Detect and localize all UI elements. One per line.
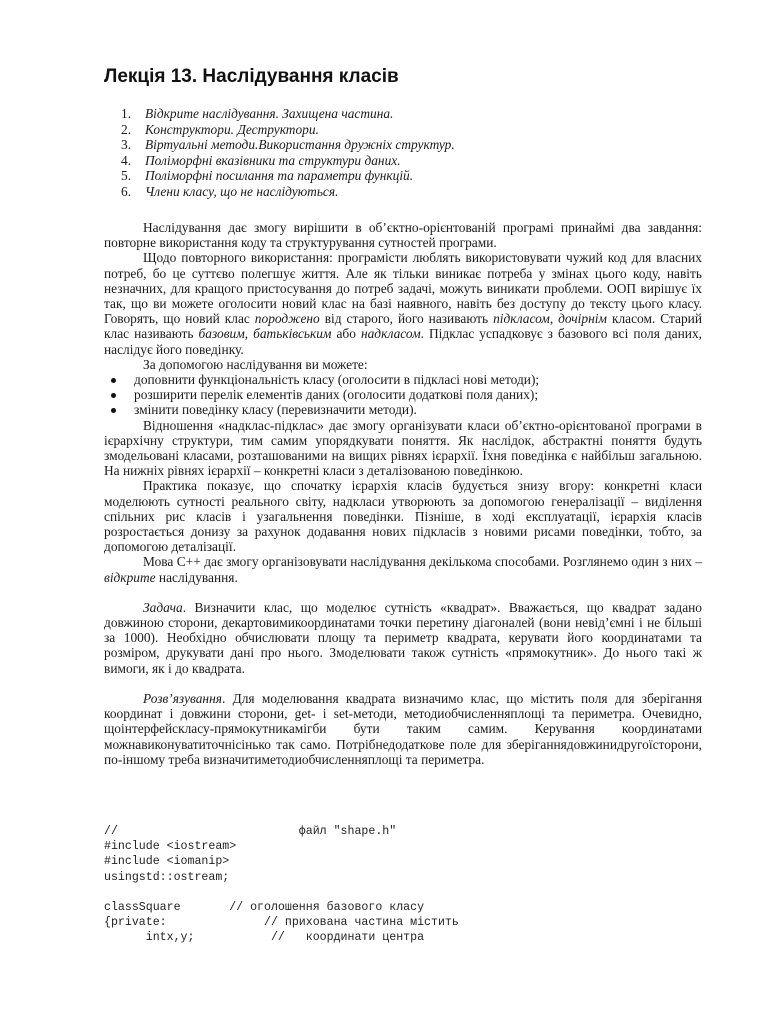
paragraph-reuse: Щодо повторного використання: програмісти люблять використовувати чужий код для власних потреб, бо це суттєво полегшує життя. Але як тільки виникає потреба у змінах цього коду, навіть незначних, для кращого пристосування до потреб задачі, можуть виникати проблеми. ООП вирішує їх так, що ви можете оголосити новий клас на базі наявного, навіть без доступу до тексту цього класу. Говорять, що новий клас породжено від старого, його називають підкласом, дочірнім класом. Старий клас називають базовим, батьківським або надкласом. Підклас успадковує з базового всі поля даних, наслідує його поведінку.	[104, 250, 702, 357]
paragraph-intro: Наслідування дає змогу вирішити в об’єктно-орієнтованій програмі принаймі два завдання: повторне використання коду та структурування сутностей програми.	[104, 220, 702, 251]
code-listing	[104, 824, 459, 946]
code-line: #include <iostream>	[104, 840, 237, 854]
code-line: usingstd::ostream;	[104, 870, 230, 884]
toc-item: 5. Поліморфні посилання та параметри функцій.	[121, 168, 414, 184]
code-line: // файл "shape.h"	[104, 825, 397, 838]
code-line: #include <iomanip>	[104, 855, 230, 869]
code-line: classSquare // оголошення базового класу	[104, 901, 425, 915]
paragraph-task: Задача. Визначити клас, що моделює сутність «квадрат». Вважається, що квадрат задано довжиною сторони, декартовимикоординатами точки перетину діагоналей (вони невід’ємні і не більші за 1000). Необхідно обчислювати площу та периметр квадрата, керувати його координатами та розміром, друкувати дані про нього. Змоделювати також сутність «прямокутник». До нього такі ж вимоги, як і до квадрата.	[104, 599, 702, 676]
code-line: intx,y; // координати центра	[104, 931, 425, 945]
toc-item: 4. Поліморфні вказівники та структури даних.	[121, 152, 401, 168]
paragraph-solution: Розв’язування. Для моделювання квадрата визначимо клас, що містить поля для зберігання координат і довжини сторони, get- і set-методи, методиобчисленняплощі та периметра. Очевидно, щоінтерфейскласу-прямокутникамігби бути таким самим. Керування координатами можнавиконуватиточнісінько так само. Потрібнедодаткове поле для зберіганнядовжинидругоїсторони, по-іншому треба визначитиметодиобчисленняплощі та периметра.	[104, 690, 702, 767]
bullet-list	[104, 372, 702, 418]
toc-item: 1. Відкрите наслідування. Захищена частина.	[121, 106, 394, 121]
bullet-item: змінити поведінку класу (перевизначити методи).	[104, 402, 702, 417]
paragraph-cpp: Мова С++ дає змогу організовувати наслідування декількома способами. Розглянемо один з них – відкрите наслідування.	[104, 554, 702, 585]
page-title: Лекція 13. Наслідування класів	[104, 66, 399, 87]
body-text	[104, 220, 702, 767]
table-of-contents	[104, 106, 664, 200]
paragraph-hierarchy: Відношення «надклас-підклас» дає змогу організувати класи об’єктно-орієнтованої програми в ієрархічну структури, тим самим упорядкувати поняття. Як наслідок, абстрактні поняття будуть змодельовані класами, розташованими на вищих рівнях ієрархії. Їхня поведінка є найбільш загальною. На нижніх рівнях ієрархії – конкретні класи з деталізованою поведінкою.	[104, 417, 702, 479]
bullet-item: доповнити функціональність класу (оголосити в підкласі нові методи);	[104, 372, 702, 387]
paragraph-can-do: За допомогою наслідування ви можете:	[143, 356, 368, 372]
toc-item: 2. Конструктори. Деструктори.	[121, 121, 319, 137]
paragraph-practice: Практика показує, що спочатку ієрархія класів будується знизу вгору: конкретні класи моделюють сутності реального світу, надкласи утворюють за допомогою генералізації – виділення спільних рис класів і узагальнення поведінки. Пізніше, в ході експлуатації, ієрархія класів розростається донизу за рахунок додавання нових підкласів з новими рисами поведінки, тобто, за допомогою деталізації.	[104, 478, 702, 555]
toc-item: 3. Віртуальні методи.Використання дружніх структур.	[121, 137, 455, 153]
code-line: {private: // прихована частина містить	[104, 916, 459, 930]
bullet-item: розширити перелік елементів даних (оголосити додаткові поля даних);	[104, 387, 702, 402]
toc-item: 6. Члени класу, що не наслідуються.	[121, 183, 339, 199]
